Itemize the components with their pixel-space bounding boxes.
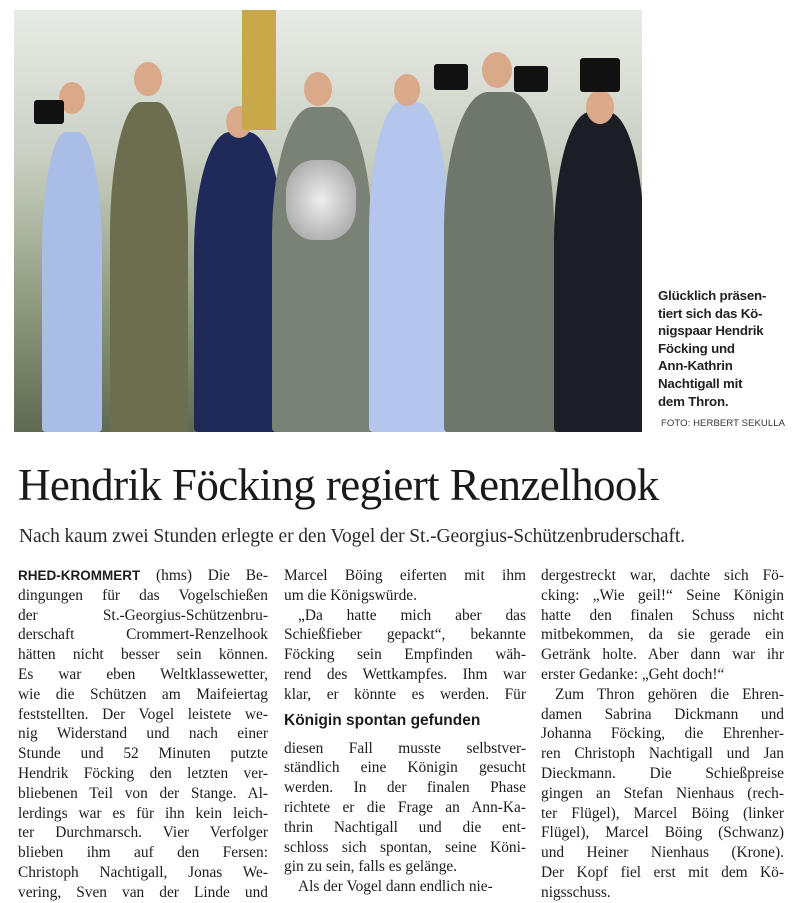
figure-head xyxy=(482,52,512,88)
text-line: damen Sabrina Dickmann und xyxy=(541,705,784,723)
text-line: ren Christoph Nachtigall und Jan xyxy=(541,745,784,763)
text-line: und Heiner Nienhaus (Krone). xyxy=(541,844,784,862)
text-line: ter Durchmarsch. Vier Verfolger xyxy=(18,824,268,842)
text-line: dergestreckt war, dachte sich Fö- xyxy=(541,567,784,584)
text-line: werden. In der finalen Phase xyxy=(284,779,526,797)
dateline: RHED-KROMMERT xyxy=(18,568,141,583)
article-photo xyxy=(14,10,642,432)
caption-line: Ann-Kathrin xyxy=(658,358,733,374)
text-line: rend des Wettkampfes. Ihm war xyxy=(284,665,526,683)
caption-line: Nachtigall mit xyxy=(658,375,743,391)
text-line: Getränk holte. Aber dann war ihr xyxy=(541,646,784,664)
caption-line: Föcking und xyxy=(658,340,735,356)
figure-head xyxy=(394,74,420,106)
text-line: Föcking sein Empfinden wäh- xyxy=(284,646,526,664)
text-line: Marcel Böing eiferten mit ihm xyxy=(284,567,526,584)
text-line: Flügel), Marcel Böing (Schwanz) xyxy=(541,824,784,842)
figure-king-with-chain xyxy=(272,107,372,432)
text-line: hatte den finalen Schuss nicht xyxy=(541,606,784,624)
article-column-2 xyxy=(284,566,526,897)
text-line: ter Flügel), Marcel Böing (linker xyxy=(541,804,784,822)
text-line xyxy=(18,566,268,586)
text-line: lerdings war es für ihn kein leich- xyxy=(18,804,268,822)
text-line: „Da hatte mich aber das xyxy=(298,606,526,624)
text-line: nigsschuss. xyxy=(541,883,611,901)
top-hat xyxy=(514,66,548,92)
text-line: Zum Thron gehören die Ehren- xyxy=(555,685,784,703)
text-line: mitbekommen, da sie gerade ein xyxy=(541,626,784,644)
caption-line: nigspaar Hendrik xyxy=(658,323,764,339)
text-line: klar, er könnte es werden. Für xyxy=(284,685,526,703)
text-line: nig Widerstand und nach einer xyxy=(18,725,268,743)
text-line: wie die Schützen am Maifeiertag xyxy=(18,685,268,703)
text-line: Schießfieber gepackt“, bekannte xyxy=(284,626,526,644)
figure-queen-blue-dress xyxy=(369,102,449,432)
text-line: erster Gedanke: „Geht doch!“ xyxy=(541,665,725,683)
text-line: Dieckmann. Die Schießpreise xyxy=(541,764,784,782)
top-hat xyxy=(580,58,620,92)
text-line: cking: „Wie geil!“ Seine Königin xyxy=(541,586,784,604)
text-line-rest: (hms) Die Be- xyxy=(156,567,268,584)
text-line: richtete er die Frage an Ann-Ka- xyxy=(284,798,526,816)
photo-credit: FOTO: HERBERT SEKULLA xyxy=(661,418,786,429)
article-column-3 xyxy=(541,566,784,903)
figure-woman-navy-dress xyxy=(194,132,284,432)
text-line: Hendrik Föcking den letzten ver- xyxy=(18,764,268,782)
figure-head xyxy=(304,72,332,106)
text-line: gingen an Stefan Nienhaus (rech- xyxy=(541,784,784,802)
figure-man-grey-suit xyxy=(444,92,554,432)
text-line: Als der Vogel dann endlich nie- xyxy=(298,878,493,896)
text-line: feststellten. Der Vogel leistete we- xyxy=(18,705,268,723)
subheadline: Nach kaum zwei Stunden erlegte er den Vogel der St.-Georgius-Schützenbruderschaft. xyxy=(19,526,685,547)
text-line: gin zu sein, falls es gelänge. xyxy=(284,858,458,876)
caption-line: Glücklich präsen- xyxy=(658,288,767,303)
text-line: derschaft Crommert-Renzelhook xyxy=(18,626,268,644)
text-line: thrin Nachtigall und die ent- xyxy=(284,818,526,836)
text-line: dingungen für das Vogelschießen xyxy=(18,586,268,604)
text-line: Stunde und 52 Minuten putzte xyxy=(18,745,268,763)
banner-flag xyxy=(242,10,276,130)
caption-line: tiert sich das Kö- xyxy=(658,305,763,321)
figure-woman-blue-dress xyxy=(42,132,102,432)
caption-line: dem Thron. xyxy=(658,393,729,409)
text-line: Es war eben Weltklassewetter, xyxy=(18,665,268,683)
article-column-1 xyxy=(18,566,268,903)
figure-head xyxy=(134,62,162,96)
headline: Hendrik Föcking regiert Renzelhook xyxy=(18,460,659,510)
figure-man-olive-suit xyxy=(110,102,188,432)
text-line: vering, Sven van der Linde und xyxy=(18,883,268,901)
text-line: bliebenen Teil von der Stange. Al- xyxy=(18,784,268,802)
figure-man-black-suit xyxy=(554,112,642,432)
text-line: um die Königswürde. xyxy=(284,586,417,604)
text-line: hätten nicht besser sein können. xyxy=(18,646,268,664)
text-line: Der Kopf fiel erst mit dem Kö- xyxy=(541,863,784,881)
top-hat xyxy=(34,100,64,124)
top-hat xyxy=(434,64,468,90)
royal-silver-chain xyxy=(286,160,356,240)
text-line: ständlich eine Königin gesucht xyxy=(284,759,526,777)
text-line: schloss sich spontan, seine Köni- xyxy=(284,838,526,856)
text-line: blieben ihm auf den Fersen: xyxy=(18,844,268,862)
text-line: Christoph Nachtigall, Jonas We- xyxy=(18,863,268,881)
figure-head xyxy=(586,90,614,124)
text-line: der St.-Georgius-Schützenbru- xyxy=(18,606,268,624)
text-line: Johanna Föcking, die Ehrenher- xyxy=(541,725,784,743)
photo-caption xyxy=(658,287,798,410)
text-line: diesen Fall musste selbstver- xyxy=(284,739,526,757)
intertitle: Königin spontan gefunden xyxy=(284,711,481,729)
